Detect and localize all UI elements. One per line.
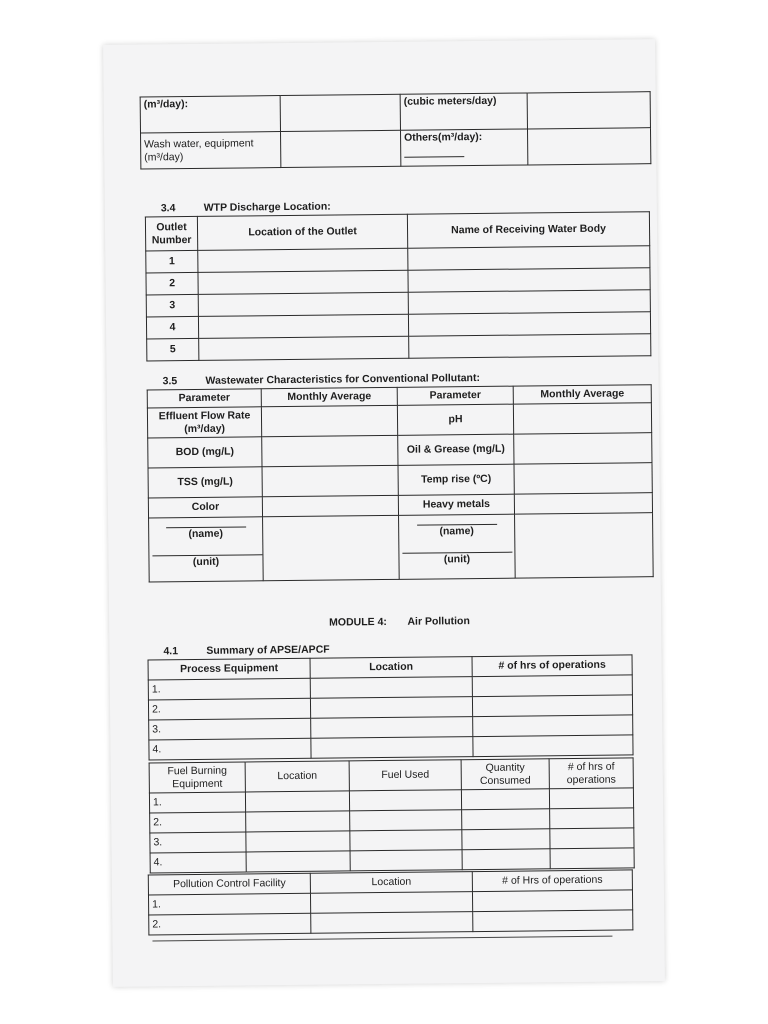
table-cell xyxy=(513,403,651,434)
table-cell xyxy=(199,336,409,360)
table-cell xyxy=(246,831,350,852)
table-cell xyxy=(514,493,652,514)
fuel-burning-table xyxy=(149,757,635,873)
outlet-number: 5 xyxy=(147,338,199,361)
table-cell xyxy=(198,248,408,272)
s41-process-block xyxy=(148,654,633,760)
table-cell xyxy=(408,312,650,337)
column-header: Monthly Average xyxy=(513,385,651,404)
table-cell xyxy=(262,435,398,466)
table-cell xyxy=(514,463,652,494)
row-number: 1. xyxy=(149,792,245,813)
custom-parameter-cell xyxy=(149,517,264,582)
s34-table-block xyxy=(145,211,650,361)
table-cell xyxy=(350,810,462,831)
top-table-cell xyxy=(527,92,650,129)
table-cell xyxy=(550,828,634,849)
outlet-number: 3 xyxy=(146,294,198,317)
column-header: Fuel Burning Equipment xyxy=(149,762,245,793)
table-cell xyxy=(550,848,634,869)
table-cell xyxy=(549,788,633,809)
pollution-control-table xyxy=(148,869,634,935)
custom-parameter-cell xyxy=(399,514,516,579)
unit-label: (unit) xyxy=(192,555,220,568)
parameter-label: TSS (mg/L) xyxy=(148,467,262,498)
column-header: Location xyxy=(310,657,472,679)
table-cell xyxy=(198,270,408,294)
top-table-cell: (cubic meters/day) xyxy=(400,93,527,130)
column-header: # of hrs of operations xyxy=(472,655,632,677)
footer-divider xyxy=(152,936,612,942)
column-header: Parameter xyxy=(397,386,513,405)
column-header: Outlet Number xyxy=(145,216,197,251)
section-number: 4.1 xyxy=(163,645,179,658)
parameter-label: pH xyxy=(397,404,513,435)
column-header: Location of the Outlet xyxy=(197,214,407,250)
table-cell xyxy=(514,433,652,464)
section-number: 3.4 xyxy=(160,202,176,215)
column-header: # of Hrs of operations xyxy=(472,870,632,892)
table-cell xyxy=(408,290,650,315)
wtp-discharge-table xyxy=(145,211,651,361)
table-cell xyxy=(246,811,350,832)
wastewater-characteristics-table xyxy=(147,384,654,582)
column-header: Name of Receiving Water Body xyxy=(407,212,649,249)
table-cell xyxy=(350,850,462,871)
form-page xyxy=(103,39,665,987)
others-blank-line xyxy=(404,156,464,158)
column-header: Process Equipment xyxy=(148,658,310,680)
process-equipment-table xyxy=(148,654,634,760)
column-header: # of hrs of operations xyxy=(549,758,633,789)
table-cell xyxy=(349,790,461,811)
table-cell xyxy=(515,513,654,578)
parameter-label: Color xyxy=(148,497,262,518)
s41-fuel-block xyxy=(149,757,634,873)
top-table-cell xyxy=(280,94,400,131)
top-flow-table xyxy=(140,91,652,169)
outlet-number: 1 xyxy=(146,250,198,273)
column-header: Monthly Average xyxy=(261,387,397,406)
table-cell xyxy=(472,890,632,912)
name-label: (name) xyxy=(439,525,474,538)
table-cell xyxy=(462,849,550,870)
row-number: 4. xyxy=(150,852,246,873)
module-label: MODULE 4: xyxy=(329,615,387,629)
column-header: Pollution Control Facility xyxy=(148,873,310,895)
table-cell xyxy=(311,717,473,739)
parameter-label: Oil & Grease (mg/L) xyxy=(398,434,514,465)
table-cell xyxy=(262,465,398,496)
s35-table-block xyxy=(147,384,653,582)
row-number: 2. xyxy=(148,698,310,720)
s41-pcf-block xyxy=(148,869,633,935)
row-number: 1. xyxy=(148,893,310,915)
table-cell xyxy=(310,892,472,914)
table-cell xyxy=(310,677,472,699)
section-4-1-heading xyxy=(163,644,329,658)
module-heading xyxy=(329,615,488,629)
parameter-label: Effluent Flow Rate (m³/day) xyxy=(147,407,261,438)
table-cell xyxy=(245,791,349,812)
section-title: WTP Discharge Location: xyxy=(203,200,331,214)
table-cell xyxy=(462,809,550,830)
top-table-cell xyxy=(527,128,650,165)
top-table-cell xyxy=(281,130,401,167)
table-cell xyxy=(472,695,632,717)
others-label: Others(m³/day): xyxy=(404,130,483,144)
unit-label: (unit) xyxy=(443,552,471,565)
column-header: Location xyxy=(310,872,472,894)
table-cell xyxy=(408,268,650,293)
table-cell xyxy=(262,495,398,516)
column-header: Quantity Consumed xyxy=(461,759,549,790)
table-cell xyxy=(473,715,633,737)
column-header: Location xyxy=(245,761,349,792)
row-number: 1. xyxy=(148,678,310,700)
top-table-cell: (m³/day): xyxy=(140,96,280,133)
table-cell xyxy=(261,405,397,436)
table-cell xyxy=(550,808,634,829)
section-title: Wastewater Characteristics for Conventional Pollutant: xyxy=(205,371,480,387)
row-number: 2. xyxy=(149,913,311,935)
section-number: 3.5 xyxy=(162,375,178,388)
table-cell xyxy=(472,675,632,697)
table-cell xyxy=(473,735,633,757)
table-cell xyxy=(311,737,473,759)
table-cell xyxy=(246,851,350,872)
table-cell xyxy=(350,830,462,851)
row-number: 3. xyxy=(150,832,246,853)
row-number: 2. xyxy=(150,812,246,833)
table-cell xyxy=(263,515,400,580)
table-cell xyxy=(473,910,633,932)
name-label: (name) xyxy=(188,527,223,541)
column-header: Fuel Used xyxy=(349,760,461,791)
table-cell xyxy=(409,334,651,359)
top-table-cell xyxy=(400,129,527,166)
table-cell xyxy=(408,246,650,271)
table-cell xyxy=(311,912,473,934)
table-cell xyxy=(198,292,408,316)
top-table-block xyxy=(140,91,651,169)
table-cell xyxy=(198,314,408,338)
section-title: Summary of APSE/APCF xyxy=(206,643,330,657)
parameter-label: BOD (mg/L) xyxy=(148,437,262,468)
row-number: 3. xyxy=(149,718,311,740)
section-3-5-heading xyxy=(163,372,480,387)
column-header: Parameter xyxy=(147,389,261,408)
parameter-label: Temp rise (ºC) xyxy=(398,464,514,495)
module-title: Air Pollution xyxy=(407,615,470,628)
row-number: 4. xyxy=(149,738,311,760)
outlet-number: 2 xyxy=(146,272,198,295)
table-cell xyxy=(462,829,550,850)
top-table-cell: Wash water, equipment (m³/day) xyxy=(141,132,281,169)
table-cell xyxy=(461,789,549,810)
section-3-4-heading xyxy=(161,201,331,215)
outlet-number: 4 xyxy=(146,316,198,339)
table-cell xyxy=(310,697,472,719)
parameter-label: Heavy metals xyxy=(398,494,514,515)
